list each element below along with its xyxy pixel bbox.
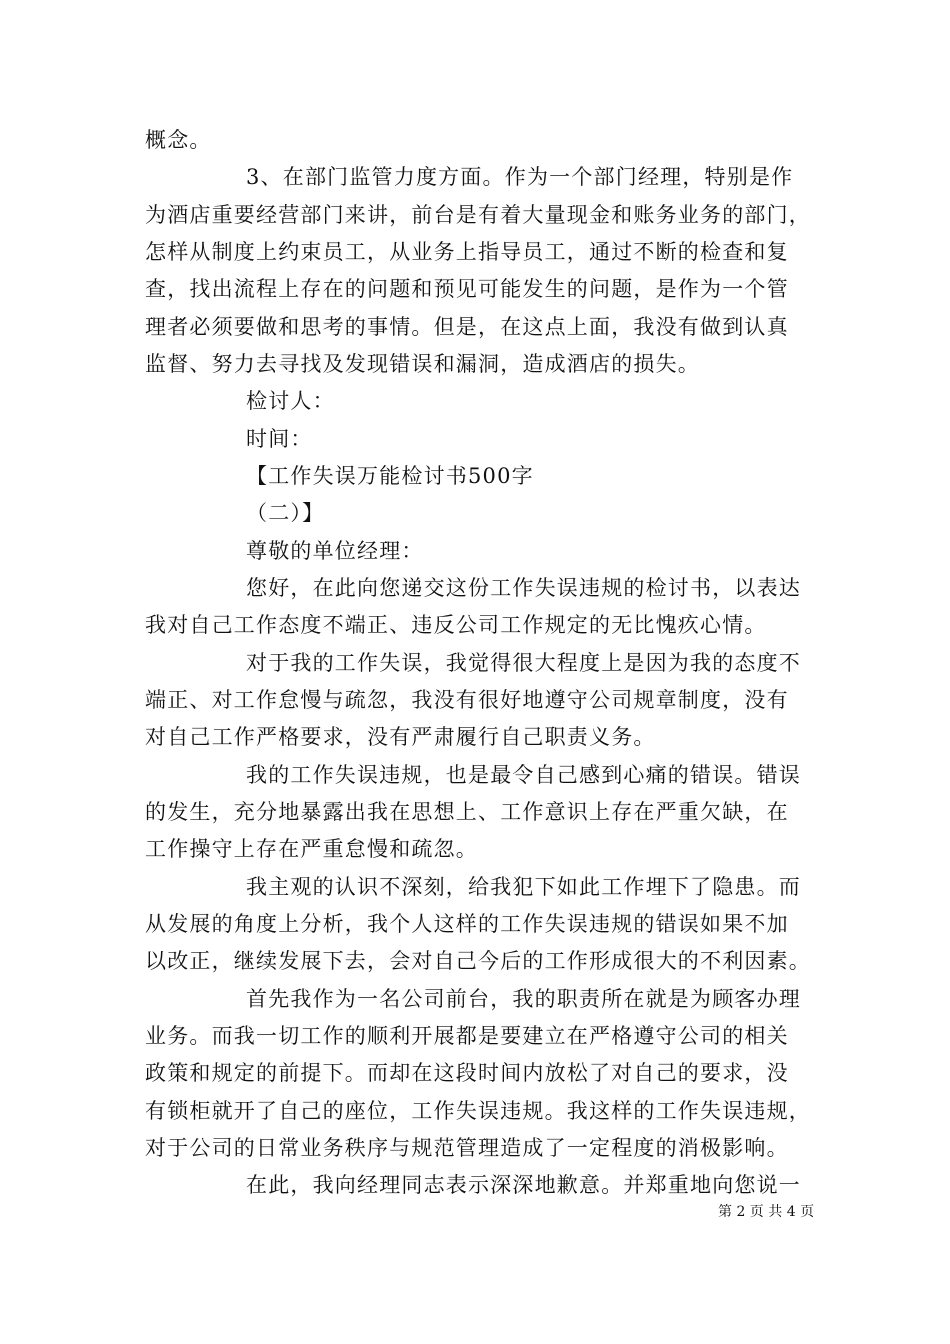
page-number: 第 2 页 共 4 页 [718,1204,815,1220]
text-line: 怎样从制度上约束员工，从业务上指导员工，通过不断的检查和复 [145,240,789,264]
signature-label: 检讨人： [246,389,335,413]
text-line: 对自己工作严格要求，没有严肃履行自己职责义务。 [145,725,656,749]
text-line: 查，找出流程上存在的问题和预见可能发生的问题，是作为一个管 [145,277,789,301]
text-line: 监督、努力去寻找及发现错误和漏洞，造成酒店的损失。 [145,352,700,376]
text-line: 有锁柜就开了自己的座位，工作失误违规。我这样的工作失误违规， [145,1099,811,1123]
text-line: 理者必须要做和思考的事情。但是，在这点上面，我没有做到认真 [145,315,789,339]
text-line: 我对自己工作态度不端正、违反公司工作规定的无比愧疚心情。 [145,613,767,637]
text-line: 从发展的角度上分析，我个人这样的工作失误违规的错误如果不加 [145,912,789,936]
text-line: 端正、对工作怠慢与疏忽，我没有很好地遵守公司规章制度，没有 [145,688,789,712]
text-line: 我的工作失误违规，也是最令自己感到心痛的错误。错误 [246,763,801,787]
text-line: 我主观的认识不深刻，给我犯下如此工作埋下了隐患。而 [246,875,801,899]
text-line: 为酒店重要经营部门来讲，前台是有着大量现金和账务业务的部门， [145,203,811,227]
text-line: 以改正，继续发展下去，会对自己今后的工作形成很大的不利因素。 [145,949,811,973]
text-line: 对于我的工作失误，我觉得很大程度上是因为我的态度不 [246,651,801,675]
section-title: （二）】 [246,501,325,525]
section-title: 【工作失误万能检讨书500字 [246,464,534,488]
text-line: 业务。而我一切工作的顺利开展都是要建立在严格遵守公司的相关 [145,1024,789,1048]
text-line: 您好，在此向您递交这份工作失误违规的检讨书，以表达 [246,576,801,600]
salutation: 尊敬的单位经理： [246,539,424,563]
text-line: 政策和规定的前提下。而却在这段时间内放松了对自己的要求，没 [145,1061,789,1085]
text-line: 对于公司的日常业务秩序与规范管理造成了一定程度的消极影响。 [145,1136,789,1160]
text-line: 首先我作为一名公司前台，我的职责所在就是为顾客办理 [246,987,801,1011]
date-label: 时间： [246,427,313,451]
text-line: 的发生，充分地暴露出我在思想上、工作意识上存在严重欠缺，在 [145,800,789,824]
text-line: 工作操守上存在严重怠慢和疏忽。 [145,837,478,861]
text-line: 概念。 [145,128,212,152]
text-line: 3、在部门监管力度方面。作为一个部门经理，特别是作 [246,165,794,189]
text-line: 在此，我向经理同志表示深深地歉意。并郑重地向您说一 [246,1173,801,1197]
